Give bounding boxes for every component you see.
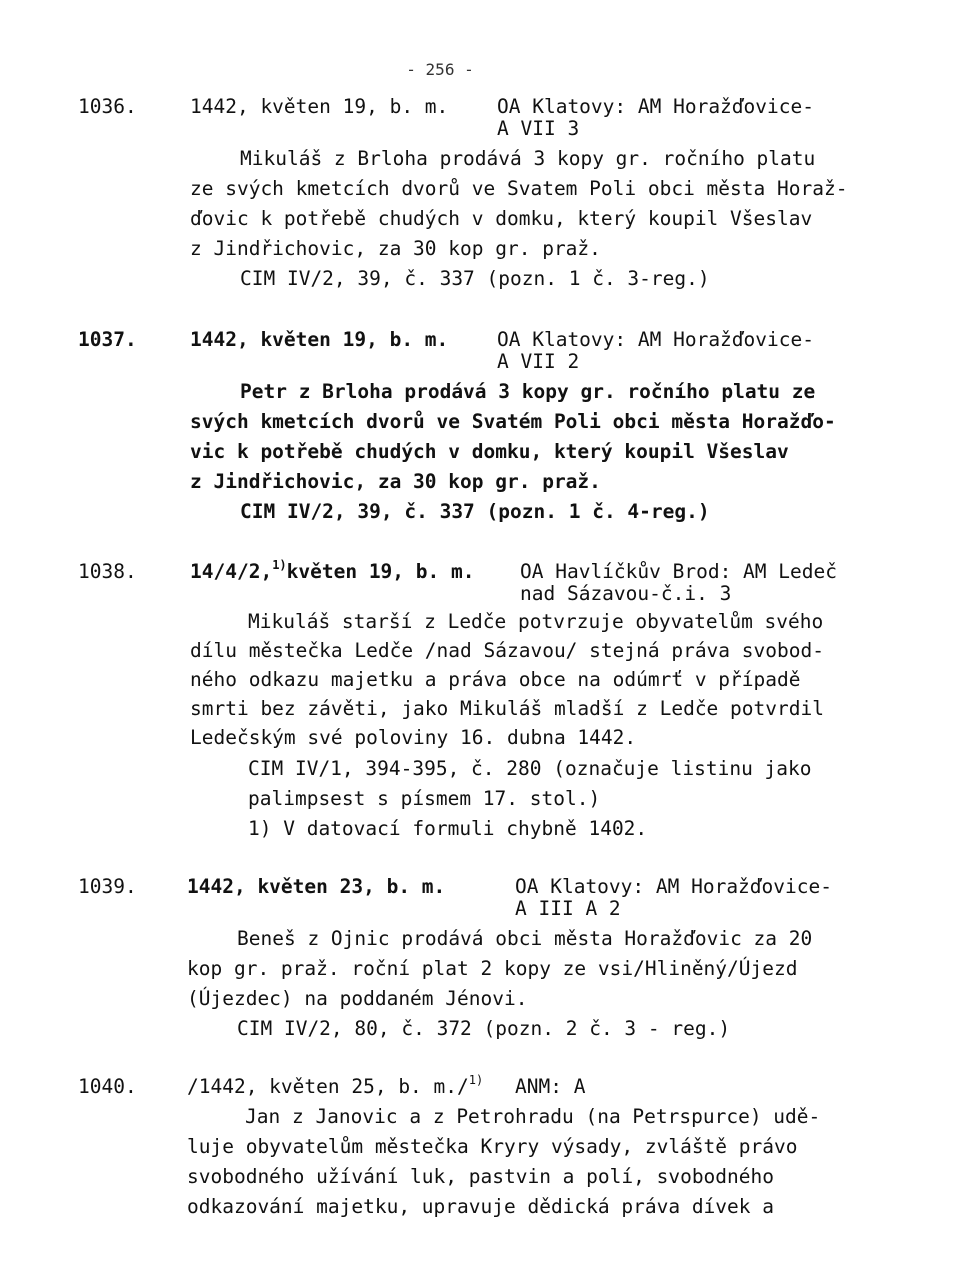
entry-number: 1037. [78, 328, 137, 351]
reference: CIM IV/2, 80, č. 372 (pozn. 2 č. 3 - reg.) [237, 1017, 731, 1040]
text-line: ného odkazu majetku a práva obce na odúmrť v případě [190, 668, 801, 691]
text-line: Mikuláš starší z Ledče potvrzuje obyvatelům svého [248, 610, 824, 633]
entry-date [190, 560, 474, 584]
archive-line-1: OA Havlíčkův Brod: AM Ledeč [520, 560, 837, 583]
entry-number: 1039. [78, 875, 137, 898]
archive-line-2: A VII 2 [497, 350, 580, 373]
text-line: smrti bez závěti, jako Mikuláš mladší z Ledče potvrdil [190, 697, 824, 720]
archive-line-1: OA Klatovy: AM Horažďovice- [497, 328, 814, 351]
text-line: luje obyvatelům městečka Kryry výsady, zvláště právo [187, 1135, 798, 1158]
page-number: - 256 - [406, 60, 474, 79]
entry-number: 1038. [78, 560, 137, 583]
archive-line-2: A VII 3 [497, 117, 580, 140]
text-line: dílu městečka Ledče /nad Sázavou/ stejná práva svobod- [190, 639, 824, 662]
text-line: (Újezdec) na poddaném Jénovi. [187, 987, 528, 1010]
archive-line-1: OA Klatovy: AM Horažďovice- [497, 95, 814, 118]
entry-date [187, 1075, 483, 1099]
footnote-marker: 1) [272, 558, 287, 572]
archive: ANM: A [515, 1075, 586, 1098]
text-line: ďovic k potřebě chudých v domku, který koupil Všeslav [190, 207, 813, 230]
reference: CIM IV/2, 39, č. 337 (pozn. 1 č. 4-reg.) [240, 500, 710, 523]
entry-number: 1036. [78, 95, 137, 118]
reference: CIM IV/2, 39, č. 337 (pozn. 1 č. 3-reg.) [240, 267, 710, 290]
reference-line-2: palimpsest s písmem 17. stol.) [248, 787, 601, 810]
text-line: vic k potřebě chudých v domku, který koupil Všeslav [190, 440, 789, 463]
text-line: z Jindřichovic, za 30 kop gr. praž. [190, 470, 601, 493]
date-prefix: 14/4/2, [190, 560, 273, 583]
footnote-marker: 1) [468, 1073, 484, 1087]
text-line: odkazování majetku, upravuje dědická práva dívek a [187, 1195, 774, 1218]
text-line: Petr z Brloha prodává 3 kopy gr. ročního platu ze [240, 380, 816, 403]
entry-date: 1442, květen 19, b. m. [190, 328, 449, 351]
archive-line-2: nad Sázavou-č.i. 3 [520, 582, 732, 605]
text-line: kop gr. praž. roční plat 2 kopy ze vsi/Hliněný/Újezd [187, 957, 798, 980]
date-rest: květen 19, b. m. [286, 560, 475, 583]
text-line: Mikuláš z Brloha prodává 3 kopy gr. ročního platu [240, 147, 816, 170]
date-text: /1442, květen 25, b. m./ [187, 1075, 469, 1098]
footnote: 1) V datovací formuli chybně 1402. [248, 817, 648, 840]
entry-date: 1442, květen 19, b. m. [190, 95, 449, 118]
text-line: z Jindřichovic, za 30 kop gr. praž. [190, 237, 601, 260]
text-line: svých kmetcích dvorů ve Svatém Poli obci města Horažďo- [190, 410, 836, 433]
text-line: Ledečským své poloviny 16. dubna 1442. [190, 726, 637, 749]
text-line: svobodného užívání luk, pastvin a polí, svobodného [187, 1165, 774, 1188]
text-line: ze svých kmetcích dvorů ve Svatem Poli obci města Horaž- [190, 177, 848, 200]
entry-number: 1040. [78, 1075, 137, 1098]
archive-line-1: OA Klatovy: AM Horažďovice- [515, 875, 832, 898]
text-line: Jan z Janovic a z Petrohradu (na Petrspurce) udě- [245, 1105, 821, 1128]
entry-date: 1442, květen 23, b. m. [187, 875, 446, 898]
reference-line-1: CIM IV/1, 394-395, č. 280 (označuje listinu jako [248, 757, 812, 780]
archive-line-2: A III A 2 [515, 897, 621, 920]
text-line: Beneš z Ojnic prodává obci města Horažďovic za 20 [237, 927, 813, 950]
